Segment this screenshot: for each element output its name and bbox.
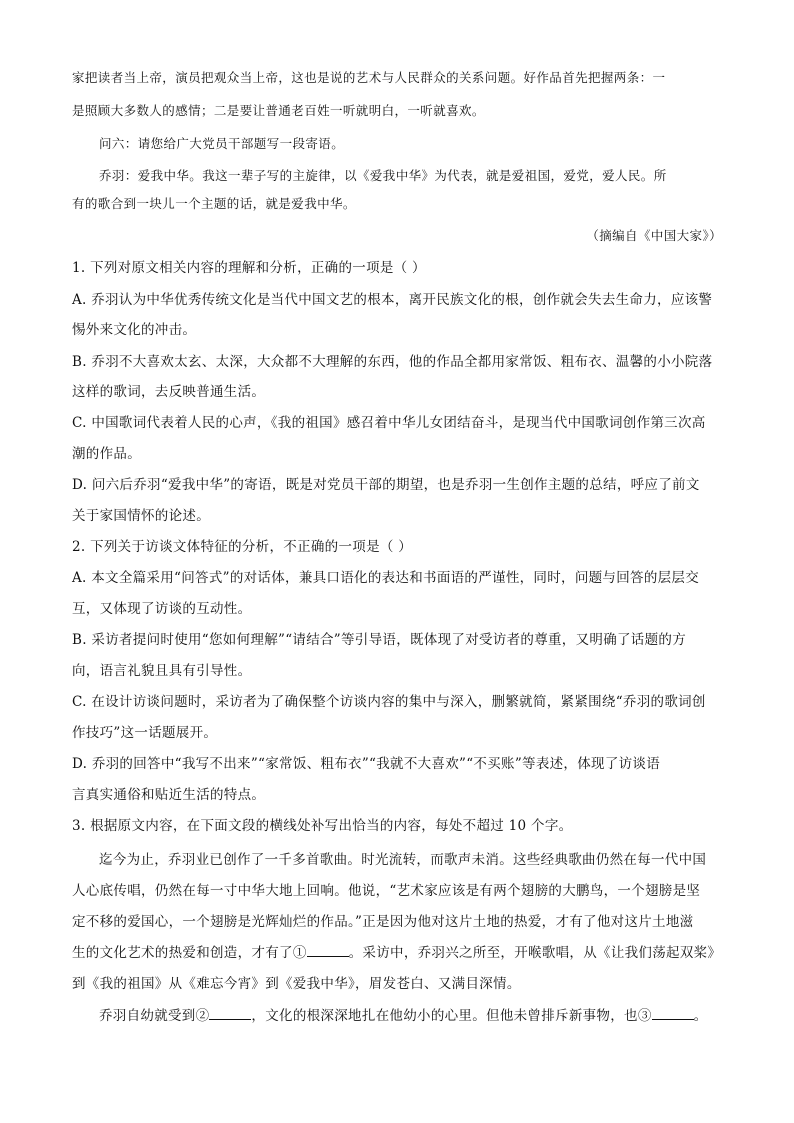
question-1-option-b-line-2: 这样的歌词，去反映普通生活。 bbox=[72, 384, 266, 400]
p2-text-middle: ，文化的根深深地扎在他幼小的心里。但他未曾排斥新事物，也 bbox=[251, 1008, 638, 1024]
question-2-stem: 2. 下列关于访谈文体特征的分析，不正确的一项是（ ） bbox=[72, 539, 413, 555]
source-citation: （摘编自《中国大家》） bbox=[586, 228, 722, 243]
interview-question-6: 问六：请您给广大党员干部题写一段寄语。 bbox=[99, 136, 345, 151]
line-4-text-before: 生的文化艺术的热爱和创造，才有了 bbox=[72, 945, 293, 961]
question-2-option-a-line-1: A. 本文全篇采用“问答式”的对话体，兼具口语化的表达和书面语的严谨性，同时，问题与回答的层层交 bbox=[72, 570, 700, 586]
blank-1-marker: ① bbox=[292, 945, 307, 961]
blank-1-line[interactable] bbox=[307, 944, 349, 957]
blank-3-marker: ③ bbox=[637, 1008, 652, 1024]
blank-2-marker: ② bbox=[195, 1008, 210, 1024]
question-2-option-d-line-2: 言真实通俗和贴近生活的特点。 bbox=[72, 787, 266, 803]
question-2-option-c-line-2: 作技巧”这一话题展开。 bbox=[72, 725, 218, 741]
question-3-paragraph-1-line-1: 迄今为止，乔羽业已创作了一千多首歌曲。时光流转，而歌声未消。这些经典歌曲仍然在每一代中国 bbox=[99, 852, 707, 868]
question-1-option-d-line-1: D. 问六后乔羽“爱我中华”的寄语，既是对党员干部的期望，也是乔羽一生创作主题的总结，呼应了前文 bbox=[72, 477, 700, 493]
question-2-option-d-line-1: D. 乔羽的回答中“我写不出来”“家常饭、粗布衣”“我就不大喜欢”“不买账”等表述，体现了访谈语 bbox=[72, 756, 661, 772]
question-1-option-a-line-1: A. 乔羽认为中华优秀传统文化是当代中国文艺的根本，离开民族文化的根，创作就会失去生命力，应该警 bbox=[72, 292, 713, 308]
question-2-option-c-line-1: C. 在设计访谈问题时，采访者为了确保整个访谈内容的集中与深入，删繁就简，紧紧围绕“乔羽的歌词创 bbox=[72, 694, 706, 710]
question-1-option-a-line-2: 惕外来文化的冲击。 bbox=[72, 322, 197, 338]
interview-line-1: 家把读者当上帝，演员把观众当上帝，这也是说的艺术与人民群众的关系问题。好作品首先把握两条：一 bbox=[72, 70, 666, 85]
question-1-option-b-line-1: B. 乔羽不大喜欢太玄、太深，大众都不大理解的东西，他的作品全都用家常饭、粗布衣、温馨的小小院落 bbox=[72, 354, 713, 370]
blank-2-line[interactable] bbox=[209, 1007, 251, 1020]
question-1-option-d-line-2: 关于家国情怀的论述。 bbox=[72, 508, 210, 524]
blank-3-line[interactable] bbox=[652, 1007, 694, 1020]
line-4-text-after: 。采访中，乔羽兴之所至，开喉歌唱，从《让我们荡起双桨》 bbox=[348, 945, 722, 961]
question-3-stem: 3. 根据原文内容，在下面文段的横线处补写出恰当的内容，每处不超过 10 个字。 bbox=[72, 818, 573, 834]
interview-answer-6-line-1: 乔羽：爱我中华。我这一辈子写的主旋律，以《爱我中华》为代表，就是爱祖国，爱党，爱人民。所 bbox=[99, 168, 667, 183]
question-3-paragraph-2-line-1 bbox=[99, 1004, 707, 1024]
question-2-option-b-line-1: B. 采访者提问时使用“您如何理解”“请结合”等引导语，既体现了对受访者的尊重，又明确了话题的方 bbox=[72, 632, 687, 648]
question-1-stem: 1. 下列对原文相关内容的理解和分析，正确的一项是（ ） bbox=[72, 260, 426, 276]
question-3-paragraph-1-line-5: 到《我的祖国》从《难忘今宵》到《爱我中华》，眉发苍白、又满目深情。 bbox=[72, 976, 521, 992]
question-2-option-b-line-2: 向，语言礼貌且具有引导性。 bbox=[72, 663, 252, 679]
question-3-paragraph-1-line-2: 人心底传唱，仍然在每一寸中华大地上回响。他说，“艺术家应该是有两个翅膀的大鹏鸟，一个翅膀是坚 bbox=[72, 883, 701, 899]
question-1-option-c-line-1: C. 中国歌词代表着人民的心声，《我的祖国》感召着中华儿女团结奋斗，是现当代中国歌词创作第三次高 bbox=[72, 415, 706, 431]
question-2-option-a-line-2: 互，又体现了访谈的互动性。 bbox=[72, 601, 252, 617]
question-3-paragraph-1-line-3: 定不移的爱国心，一个翅膀是光辉灿烂的作品。”正是因为他对这片土地的热爱，才有了他对这片土地滋 bbox=[72, 914, 694, 930]
p2-text-before: 乔羽自幼就受到 bbox=[99, 1008, 196, 1024]
question-1-option-c-line-2: 潮的作品。 bbox=[72, 446, 141, 462]
p2-text-after: 。 bbox=[693, 1008, 708, 1024]
interview-line-2: 是照顾大多数人的感情；二是要让普通老百姓一听就明白，一听就喜欢。 bbox=[72, 103, 485, 118]
interview-answer-6-line-2: 有的歌合到一块儿一个主题的话，就是爱我中华。 bbox=[72, 196, 356, 211]
question-3-paragraph-1-line-4 bbox=[72, 941, 721, 961]
